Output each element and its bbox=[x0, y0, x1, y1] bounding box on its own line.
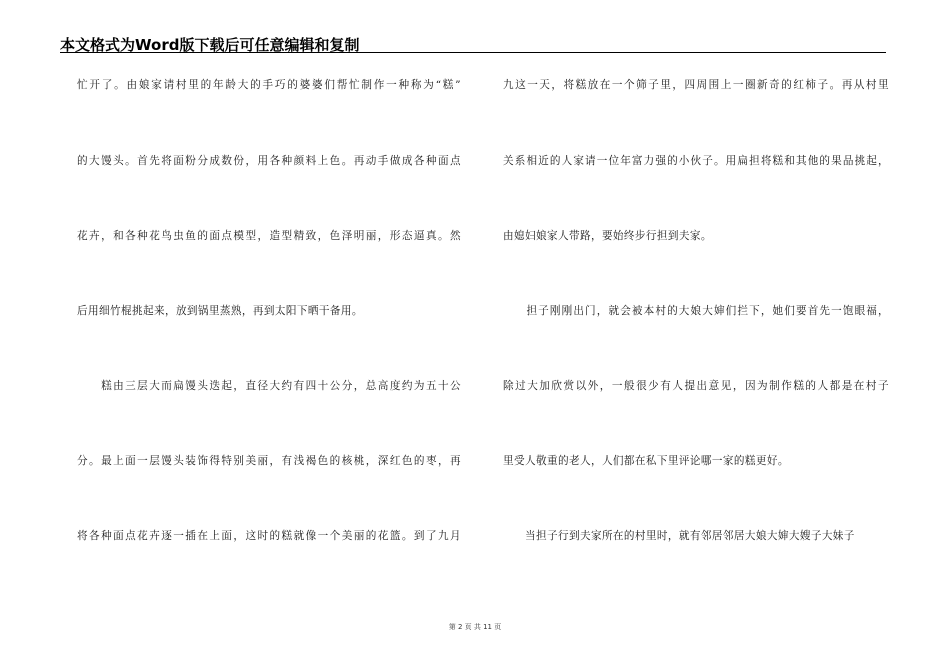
paragraph-line: 关系相近的人家请一位年富力强的小伙子。用扁担将糕和其他的果品挑起， bbox=[503, 155, 889, 167]
paragraph-line: 分。最上面一层馒头装饰得特别美丽，有浅褐色的核桃，深红色的枣，再 bbox=[77, 455, 461, 467]
paragraph-line: 当担子行到夫家所在的村里时，就有邻居邻居大娘大婶大嫂子大妹子 bbox=[503, 530, 855, 542]
paragraph-line: 除过大加欣赏以外，一般很少有人提出意见，因为制作糕的人都是在村子 bbox=[503, 380, 889, 392]
paragraph-line: 里受人敬重的老人，人们都在私下里评论哪一家的糕更好。 bbox=[503, 455, 789, 467]
header-divider bbox=[60, 52, 886, 53]
paragraph-line: 忙开了。由娘家请村里的年龄大的手巧的婆婆们帮忙制作一种称为“糕” bbox=[77, 79, 461, 91]
paragraph-line: 糕由三层大而扁馒头迭起，直径大约有四十公分，总高度约为五十公 bbox=[77, 380, 461, 392]
document-header-title: 本文格式为Word版下载后可任意编辑和复制 bbox=[60, 36, 360, 54]
paragraph-line: 后用细竹棍挑起来，放到锅里蒸熟，再到太阳下晒干备用。 bbox=[77, 305, 363, 317]
paragraph-line: 九这一天，将糕放在一个筛子里，四周围上一圈新奇的红柿子。再从村里 bbox=[503, 79, 889, 91]
paragraph-line: 由媳妇娘家人带路，要始终步行担到夫家。 bbox=[503, 230, 712, 242]
paragraph-line: 担子刚刚出门，就会被本村的大娘大婶们拦下，她们要首先一饱眼福， bbox=[503, 305, 889, 317]
paragraph-line: 花卉，和各种花鸟虫鱼的面点模型，造型精致，色泽明丽，形态逼真。然 bbox=[77, 230, 461, 242]
page-number: 第 2 页 共 11 页 bbox=[448, 623, 502, 631]
paragraph-line: 将各种面点花卉逐一插在上面，这时的糕就像一个美丽的花篮。到了九月 bbox=[77, 530, 461, 542]
paragraph-line: 的大馒头。首先将面粉分成数份，用各种颜料上色。再动手做成各种面点 bbox=[77, 155, 461, 167]
